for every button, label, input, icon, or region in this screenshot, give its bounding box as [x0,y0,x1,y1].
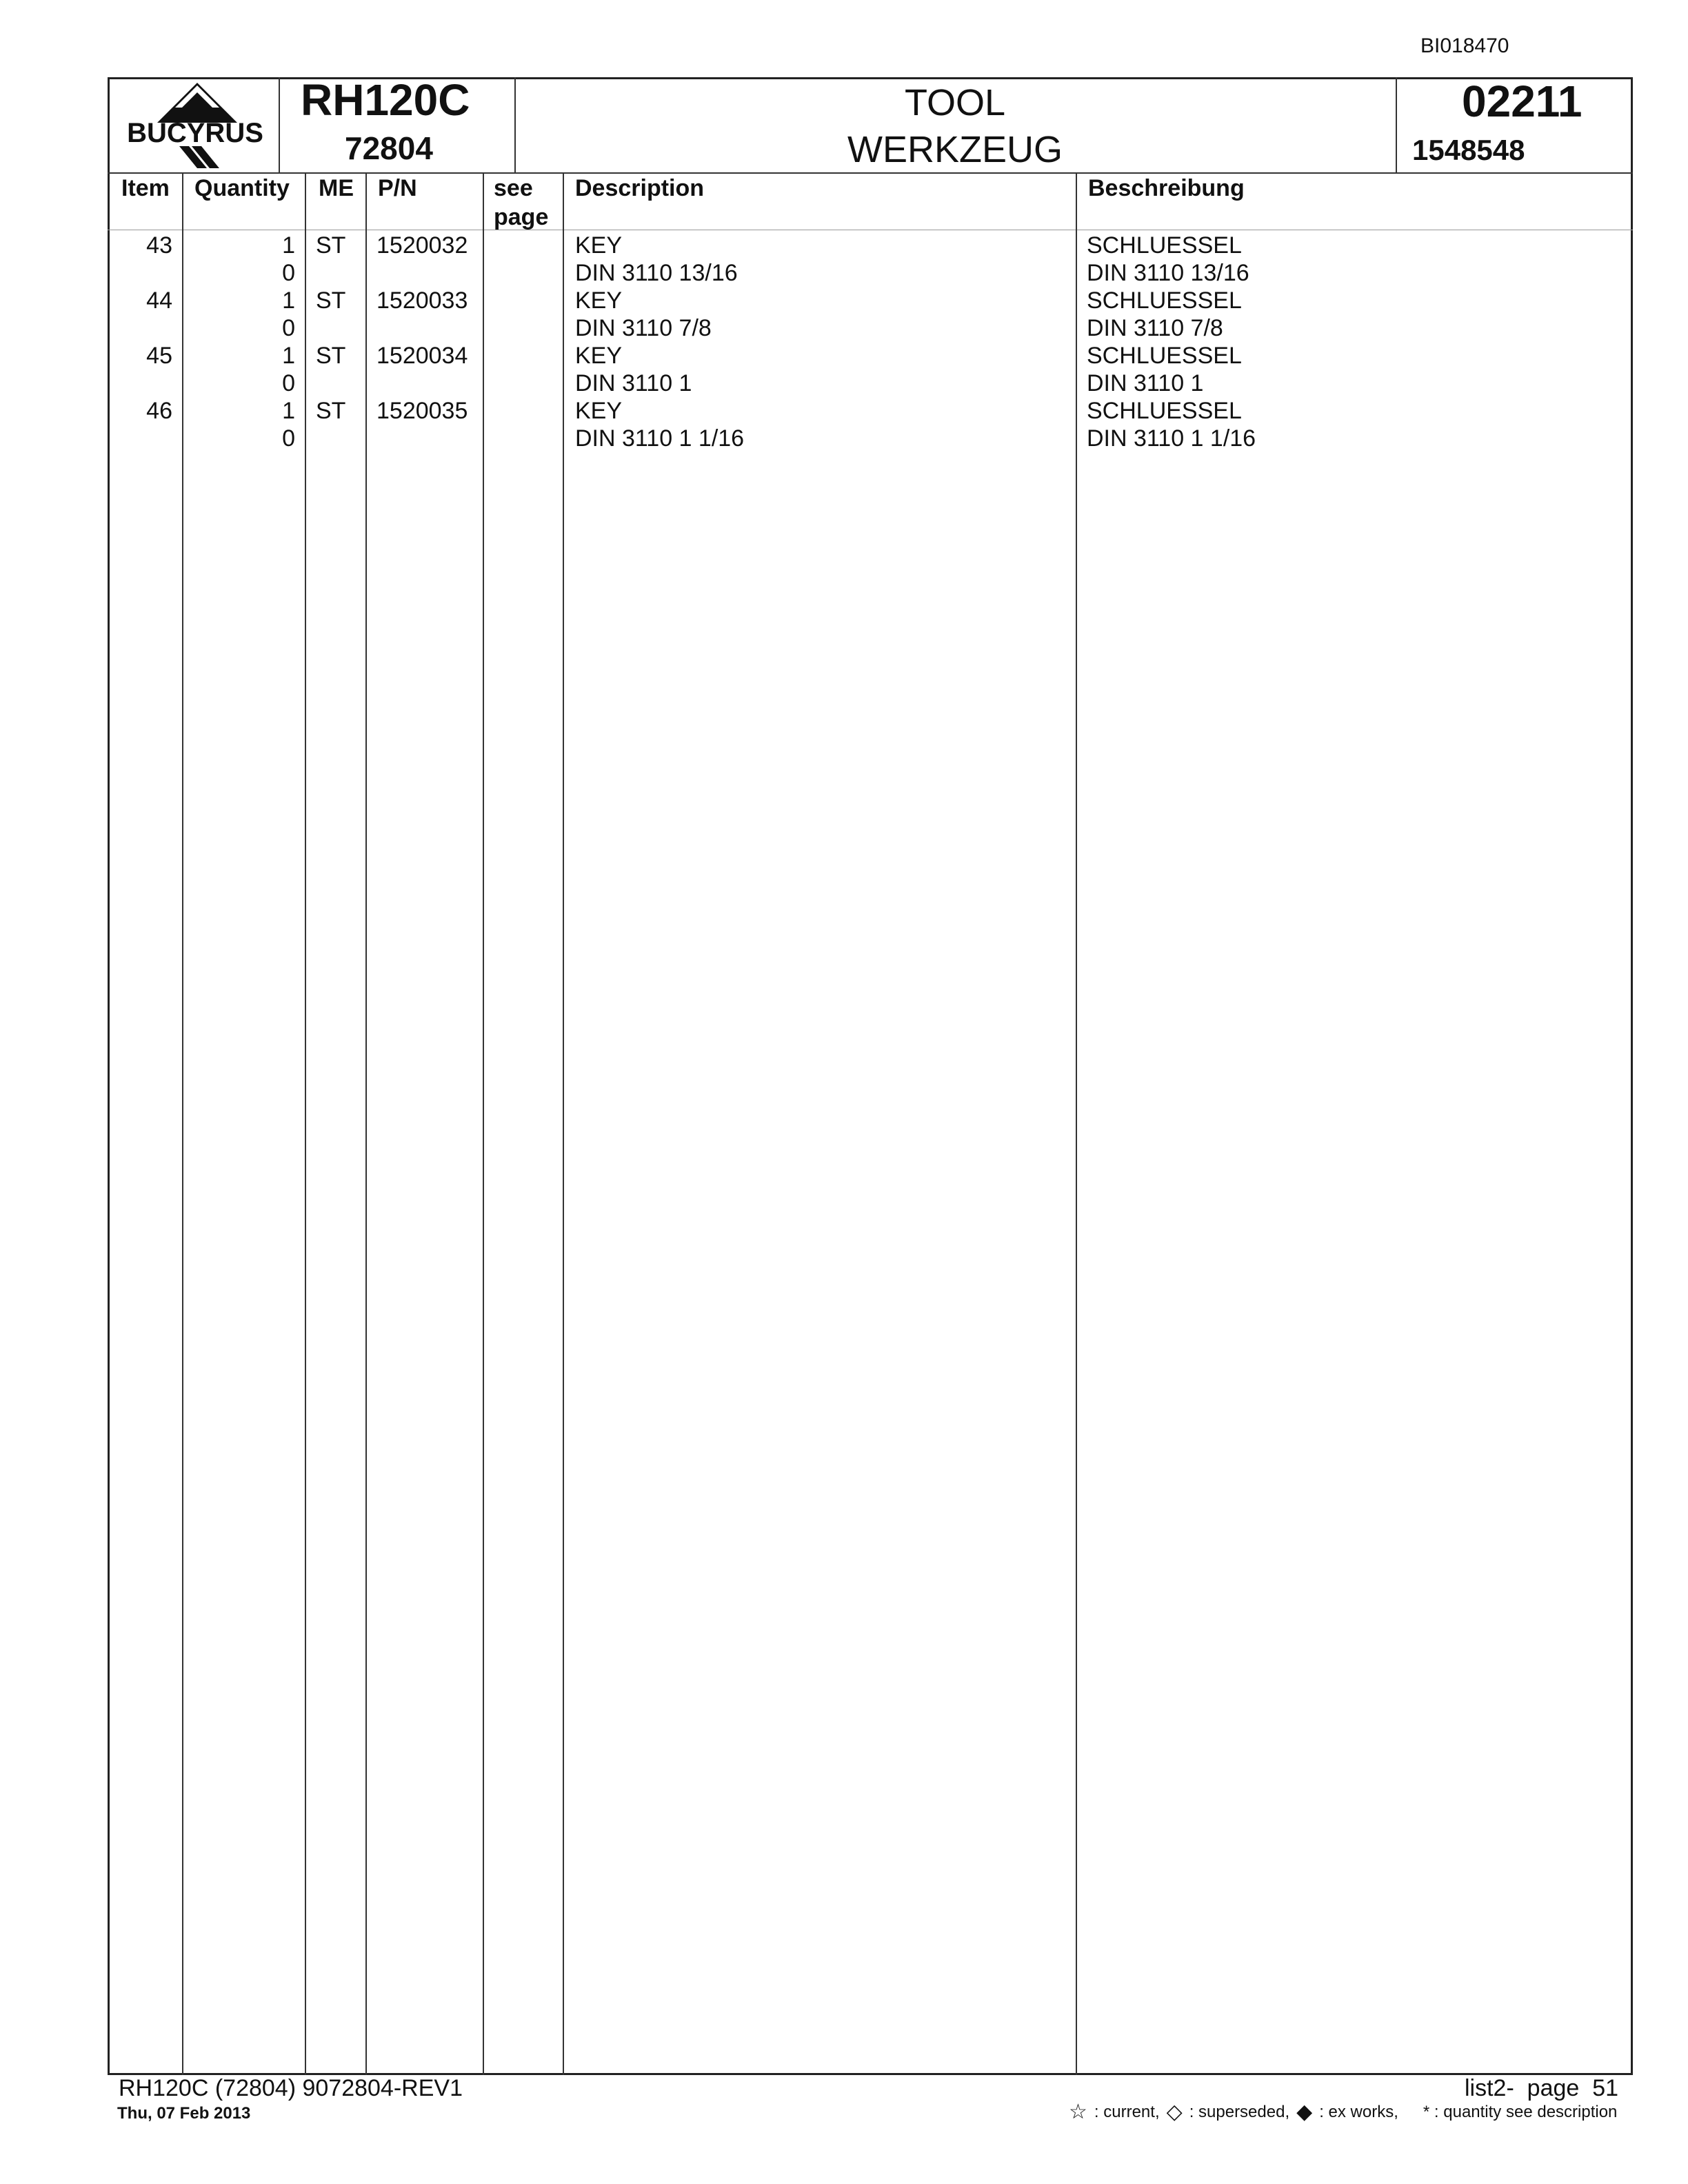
title-german: WERKZEUG [847,129,1063,170]
column-header-item: Item [121,175,170,201]
column-header-quantity: Quantity [194,175,290,201]
cell-pn: 1520034 [376,343,468,369]
see-page-line-1: see [494,175,533,201]
document-id: BI018470 [1420,34,1509,57]
cell-me: ST [316,398,346,424]
cell-quantity: 1 [282,343,295,369]
column-header-see-page [494,174,548,232]
header-divider-model [514,77,516,174]
cell-beschreibung-detail: DIN 3110 1 [1087,370,1204,396]
cell-item: 44 [146,287,172,314]
cell-item: 46 [146,398,172,424]
serial-number: 72804 [345,130,433,166]
header-part-number: 1548548 [1412,134,1525,166]
cell-me: ST [316,232,346,259]
cell-beschreibung: SCHLUESSEL [1087,343,1242,369]
cell-beschreibung: SCHLUESSEL [1087,287,1242,314]
cell-quantity: 1 [282,287,295,314]
cell-description: KEY [575,287,623,314]
cell-quantity-sub: 0 [282,260,295,286]
bucyrus-logo [116,80,274,171]
cell-beschreibung: SCHLUESSEL [1087,398,1242,424]
cell-beschreibung-detail: DIN 3110 13/16 [1087,260,1249,286]
group-number: 02211 [1462,77,1582,126]
cell-quantity-sub: 0 [282,370,295,396]
footer-page-label: list2- page 51 [1465,2075,1619,2101]
column-line-quantity [305,172,306,2075]
cell-quantity: 1 [282,232,295,259]
cell-beschreibung: SCHLUESSEL [1087,232,1242,259]
legend-quantity: * : quantity see description [1423,2102,1618,2121]
column-line-see-page [563,172,564,2075]
footer-legend [1069,2100,1617,2124]
see-page-line-2: page [494,204,549,230]
diamond-filled-icon: ◆ [1296,2101,1313,2123]
legend-superseded: : superseded, [1189,2102,1290,2121]
star-outline-icon: ☆ [1069,2101,1087,2123]
footer-date: Thu, 07 Feb 2013 [117,2104,251,2123]
header-divider-logo [279,77,280,174]
cell-quantity: 1 [282,398,295,424]
cell-description: KEY [575,343,623,369]
cell-me: ST [316,287,346,314]
diamond-outline-icon: ◇ [1166,2101,1183,2123]
cell-description-detail: DIN 3110 1 [575,370,692,396]
cell-pn: 1520032 [376,232,468,259]
title-english: TOOL [904,82,1006,123]
footer-document-reference: RH120C (72804) 9072804-REV1 [119,2075,463,2101]
column-header-description: Description [575,175,705,201]
model-number: RH120C [301,75,470,125]
cell-pn: 1520033 [376,287,468,314]
header-divider-title [1396,77,1397,174]
cell-beschreibung-detail: DIN 3110 1 1/16 [1087,425,1256,452]
cell-item: 45 [146,343,172,369]
cell-description: KEY [575,398,623,424]
cell-pn: 1520035 [376,398,468,424]
column-header-pn: P/N [378,175,417,201]
legend-current: : current, [1094,2102,1160,2121]
cell-me: ST [316,343,346,369]
logo-text: BUCYRUS [127,118,263,148]
cell-description-detail: DIN 3110 7/8 [575,315,712,341]
parts-list-frame [108,77,1633,2075]
column-header-beschreibung: Beschreibung [1088,175,1245,201]
cell-description-detail: DIN 3110 1 1/16 [575,425,745,452]
cell-item: 43 [146,232,172,259]
cell-quantity-sub: 0 [282,315,295,341]
column-line-item [182,172,183,2075]
cell-beschreibung-detail: DIN 3110 7/8 [1087,315,1223,341]
cell-description-detail: DIN 3110 13/16 [575,260,738,286]
column-line-description [1076,172,1077,2075]
column-header-me: ME [319,175,354,201]
cell-description: KEY [575,232,623,259]
bucyrus-logo-icon [116,80,274,171]
legend-ex-works: : ex works, [1319,2102,1398,2121]
column-line-pn [483,172,484,2075]
column-line-me [365,172,367,2075]
cell-quantity-sub: 0 [282,425,295,452]
